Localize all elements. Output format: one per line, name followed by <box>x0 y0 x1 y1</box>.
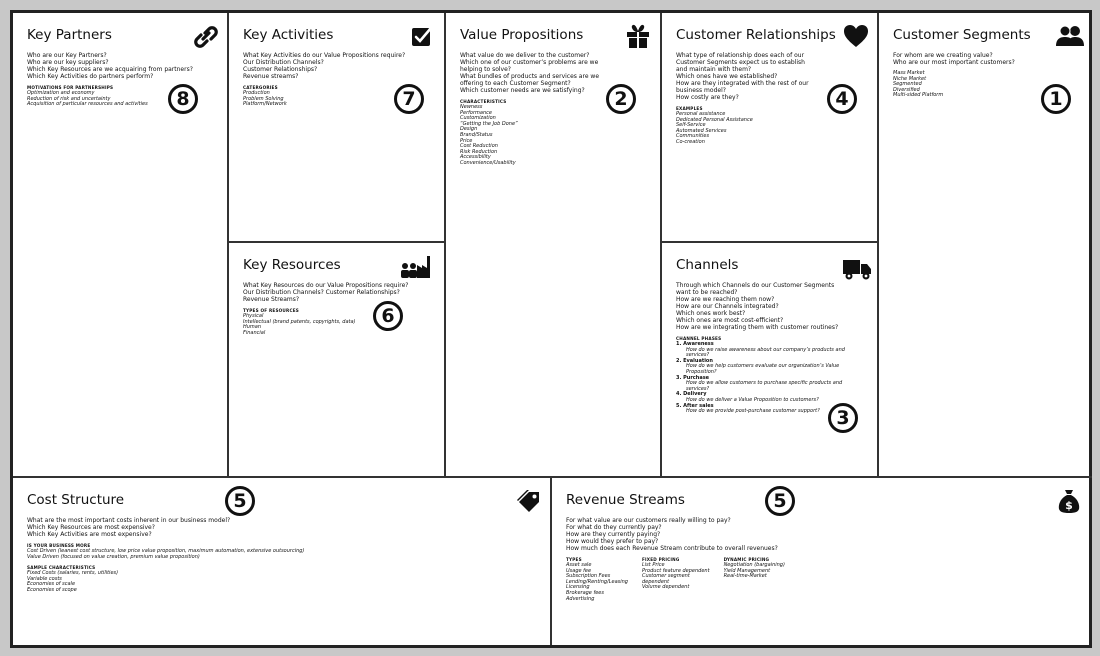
order-number: 4 <box>827 84 857 114</box>
list-item: Problem Solving <box>243 95 284 102</box>
list-item: Optimization and economy <box>27 90 95 96</box>
list-item: Advertising <box>566 595 595 602</box>
item-list <box>566 563 628 602</box>
question: What Key Activities do our Value Propositions require? <box>243 52 406 59</box>
list-item: Self-Service <box>676 122 706 129</box>
phase-description: How do we raise awareness about our company’s products and services? <box>686 346 845 359</box>
list-item: Physical <box>243 313 264 319</box>
list-item: Intellectual (brand patents, copyrights, data) <box>243 318 356 325</box>
list-item: Price <box>460 137 473 144</box>
question-list <box>893 52 1078 66</box>
phase-step: 4. Delivery <box>676 391 707 398</box>
heart-icon <box>842 23 870 49</box>
question-list <box>566 517 1078 552</box>
block-title: Customer Segments <box>893 27 1031 43</box>
question: Which ones work best? <box>676 310 746 317</box>
block-value-propositions <box>446 13 662 478</box>
question: What type of relationship does each of our <box>676 52 805 59</box>
question: For what value are our customers really willing to pay? <box>566 517 731 524</box>
question: offering to each Customer Segment? <box>460 80 571 87</box>
price-tag-icon <box>515 488 543 514</box>
block-title: Channels <box>676 257 739 273</box>
question: Which ones have we established? <box>676 73 778 80</box>
dynamic-pricing-column <box>724 554 785 602</box>
question: Which customer needs are we satisfying? <box>460 87 585 94</box>
block-key-resources <box>229 243 446 478</box>
question: Who are our key suppliers? <box>27 59 109 66</box>
list-item: Mass Market <box>893 70 925 76</box>
list-item: Economies of scale <box>27 581 76 588</box>
list-item: Variable costs <box>27 575 62 582</box>
block-cost-structure <box>13 478 552 645</box>
category-label: SAMPLE CHARACTERISTICS <box>27 565 96 571</box>
truck-icon <box>842 255 872 281</box>
factory-icon <box>399 253 431 279</box>
order-number: 7 <box>394 84 424 114</box>
list-item: Communities <box>676 133 710 140</box>
block-title: Revenue Streams <box>566 492 685 508</box>
order-number: 1 <box>1041 84 1071 114</box>
list-item: Multi-sided Platform <box>893 92 944 99</box>
list-item: Financial <box>243 329 266 336</box>
list-item: Brand/Status <box>460 131 493 138</box>
order-number: 8 <box>168 84 198 114</box>
question: want to be reached? <box>676 289 738 296</box>
list-item: Volume dependent <box>641 584 690 591</box>
svg-text:$: $ <box>1065 499 1073 512</box>
list-item: Newness <box>460 104 483 110</box>
order-number: 5 <box>765 486 795 516</box>
question: Through which Channels do our Customer Segments <box>676 282 835 289</box>
question: How costly are they? <box>676 94 739 101</box>
item-list <box>676 112 863 146</box>
list-item: Personal assistance <box>676 111 726 117</box>
link-icon <box>192 24 220 50</box>
question: Which ones are most cost-efficient? <box>676 317 784 324</box>
category-label: CATERGORIES <box>243 85 278 90</box>
list-item: Negotiation (bargaining) <box>723 562 785 568</box>
list-item: Design <box>460 126 478 133</box>
list-item: Fixed Costs (salaries, rents, utilities) <box>27 570 119 577</box>
order-number: 2 <box>606 84 636 114</box>
question: Our Distribution Channels? Customer Relationships? <box>243 289 400 296</box>
question: What bundles of products and services are we <box>460 73 600 80</box>
question-list <box>676 282 863 331</box>
fixed-pricing-column <box>642 554 710 602</box>
question: Which Key Resources are most expensive? <box>27 524 155 531</box>
phase-description: How do we allow customers to purchase specific products and services? <box>686 380 843 392</box>
list-item: “Getting the Job Done” <box>460 120 518 127</box>
item-list <box>724 563 785 580</box>
list-item: dependent <box>641 578 670 585</box>
phase-description: How do we help customers evaluate our organization’s Value Proposition? <box>686 363 840 375</box>
order-number: 5 <box>225 486 255 516</box>
item-list <box>642 563 710 591</box>
block-title: Cost Structure <box>27 492 125 508</box>
question: What are the most important costs inherent in our business model? <box>27 517 231 524</box>
block-key-activities <box>229 13 446 243</box>
list-item: Segmented <box>893 81 922 88</box>
list-item: Cost Driven (leanest cost structure, low price value proposition, maximum automation, extensive outsourcing) <box>27 548 305 554</box>
list-item: Value Driven (focused on value creation, premium value proposition) <box>27 553 200 560</box>
category-label: CHANNEL PHASES <box>676 336 722 341</box>
question: and maintain with them? <box>676 66 752 73</box>
category-label: FIXED PRICING <box>641 557 680 562</box>
list-item: Lending/Renting/Leasing <box>566 578 628 585</box>
question: How are our Channels integrated? <box>676 303 779 310</box>
gift-icon <box>624 23 652 49</box>
pricing-columns <box>566 554 1078 602</box>
question-list <box>27 52 213 80</box>
block-title: Key Partners <box>27 27 112 43</box>
block-customer-relationships <box>662 13 879 243</box>
list-item: Dedicated Personal Assistance <box>676 116 753 123</box>
question: For whom are we creating value? <box>893 52 993 59</box>
category-label: TYPES OF RESOURCES <box>243 308 300 313</box>
list-item: Customization <box>460 115 496 122</box>
phase-step: 5. After sales <box>676 402 714 409</box>
order-number: 6 <box>373 301 403 331</box>
category-label: CHARACTERISTICS <box>460 99 507 104</box>
question: helping to solve? <box>460 66 511 73</box>
question: Who are our most important customers? <box>893 59 1015 66</box>
category-label: IS YOUR BUSINESS MORE <box>27 543 91 548</box>
block-title: Key Resources <box>243 257 341 273</box>
list-item: Cost Reduction <box>460 143 498 150</box>
list-item: Convenience/Usability <box>460 159 516 166</box>
question-list <box>27 517 536 538</box>
question: For what do they currently pay? <box>566 524 662 531</box>
question: Which Key Resources are we acquairing from partners? <box>27 66 193 73</box>
block-channels <box>662 243 879 478</box>
item-list <box>27 549 536 560</box>
order-number: 3 <box>828 403 858 433</box>
question: business model? <box>676 87 726 94</box>
question: Revenue streams? <box>243 73 299 80</box>
phase-step: 2. Evaluation <box>676 357 713 364</box>
list-item: Yield Management <box>723 567 771 574</box>
list-item: Acquisition of particular resources and activities <box>27 101 148 108</box>
category-label: DYNAMIC PRICING <box>723 557 770 562</box>
phase-description: How do we provide post-purchase customer support? <box>686 408 820 415</box>
question: How are they integrated with the rest of our <box>676 80 809 87</box>
list-item: Accessibility <box>460 154 491 161</box>
list-item: Asset sale <box>566 562 592 568</box>
category-label: MOTIVATIONS FOR PARTNERSHIPS <box>27 85 114 90</box>
list-item: Reduction of risk and uncertainty <box>27 95 111 102</box>
item-list <box>27 571 536 593</box>
block-revenue-streams <box>552 478 1092 645</box>
category-label: EXAMPLES <box>676 106 703 111</box>
list-item: Automated Services <box>676 127 727 134</box>
checkbox-icon <box>407 24 435 50</box>
list-item: List Price <box>641 562 665 568</box>
block-title: Customer Relationships <box>676 27 836 43</box>
list-item: Co-creation <box>676 138 705 145</box>
question: Which Key Activities do partners perform? <box>27 73 154 80</box>
list-item: Performance <box>460 109 492 116</box>
question: What Key Resources do our Value Propositions require? <box>243 282 409 289</box>
list-item: Niche Market <box>893 75 927 82</box>
phase-step: 3. Purchase <box>676 374 710 381</box>
list-item: Diversified <box>893 86 920 93</box>
types-column <box>566 554 628 602</box>
list-item: Economies of scope <box>27 586 77 593</box>
question: What value do we deliver to the customer? <box>460 52 590 59</box>
question: Customer Relationships? <box>243 66 318 73</box>
phase-step: 1. Awareness <box>676 341 714 347</box>
block-key-partners <box>13 13 229 478</box>
users-icon <box>1055 23 1085 49</box>
block-title: Key Activities <box>243 27 334 43</box>
block-title: Value Propositions <box>460 27 584 43</box>
phase-description: How do we deliver a Value Proposition to customers? <box>686 396 819 403</box>
question: How are we integrating them with customer routines? <box>676 324 839 331</box>
question: How are we reaching them now? <box>676 296 775 303</box>
block-customer-segments <box>879 13 1092 478</box>
list-item: Production <box>243 90 270 96</box>
list-item: Human <box>243 324 262 331</box>
question: How are they currently paying? <box>566 531 661 538</box>
business-model-canvas <box>10 10 1092 648</box>
list-item: Subscription Fees <box>566 573 611 580</box>
money-bag-icon <box>1055 488 1083 514</box>
question-list <box>243 52 430 80</box>
list-item: Customer segment <box>641 573 690 580</box>
question: Our Distribution Channels? <box>243 59 324 66</box>
list-item: Risk Reduction <box>460 148 498 155</box>
question-list <box>243 282 430 303</box>
question: Who are our Key Partners? <box>27 52 107 59</box>
question: Which Key Activities are most expensive? <box>27 531 152 538</box>
question: Which one of our customer’s problems are we <box>460 59 599 66</box>
question: Revenue Streams? <box>243 296 300 303</box>
question: How would they prefer to pay? <box>566 538 659 545</box>
question: How much does each Revenue Stream contribute to overall revenues? <box>566 545 778 552</box>
list-item: Licensing <box>566 584 590 591</box>
list-item: Real-time-Market <box>723 573 767 580</box>
list-item: Product feature dependent <box>641 567 710 574</box>
question: Customer Segments expect us to establish <box>676 59 805 66</box>
list-item: Platform/Network <box>243 101 287 108</box>
category-label: TYPES <box>566 557 582 562</box>
list-item: Brokerage fees <box>566 589 604 596</box>
list-item: Usage fee <box>566 567 592 574</box>
item-list <box>460 105 646 167</box>
